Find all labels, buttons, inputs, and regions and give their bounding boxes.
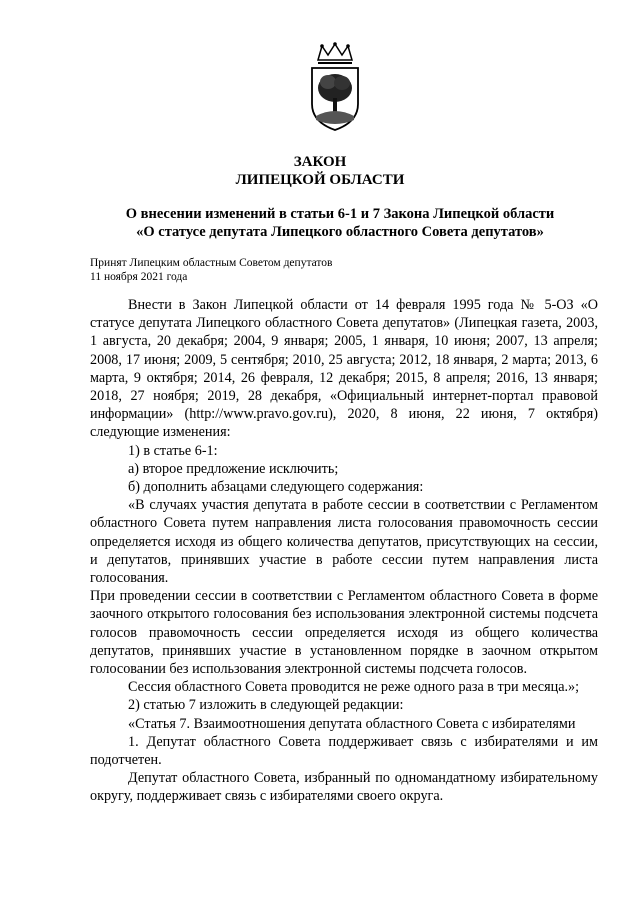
adoption-body: Принят Липецким областным Советом депутатов [90,257,333,269]
law-paragraph: Сессия областного Совета проводится не реже одного раза в три месяца.»; [128,679,580,696]
law-subject [90,206,590,241]
law-paragraph: «Статья 7. Взаимоотношения депутата областного Совета с избирателями [128,715,576,732]
law-paragraph: 1) в статье 6-1: [128,442,218,459]
coat-of-arms-icon [304,42,366,132]
law-subject-line: О внесении изменений в статьи 6-1 и 7 Закона Липецкой области [125,206,555,222]
law-subject-line: «О статусе депутата Липецкого областного Совета депутатов» [136,223,544,240]
issuing-region: ЛИПЕЦКОЙ ОБЛАСТИ [235,172,405,188]
law-paragraph: Внести в Закон Липецкой области от 14 февраля 1995 года № 5-ОЗ «О статусе депутата Липецкого областного Совета депутатов» (Липецкая газета, 2003, 1 августа, 20 декабря; 2004, 9 января; 2005, 1 января, 10 июня; 2007, 13 апреля; 2008, 17 июня; 2009, 5 сентября; 2010, 25 августа; 2012, 18 января, 2 марта; 2013, 6 марта, 9 октября; 2014, 26 февраля, 12 декабря; 2015, 8 апреля; 2016, 13 января; 2018, 27 ноября; 2019, 28 декабря, «Официальный интернет-портал правовой информации» (http://www.pravo.gov.ru), 2020, 8 июня, 22 июня, 7 октября) следующие изменения: [90,297,598,441]
law-paragraph: При проведении сессии в соответствии с Регламентом областного Совета в форме заочного открытого голосования без использования электронной системы подсчета голосов правомочность сессии определяется исходя из общего количества депутатов, принявших участие в установленном порядке в заочном открытом голосовании без использования электронной системы подсчета голосов. [90,588,598,678]
law-paragraph: 1. Депутат областного Совета поддерживает связь с избирателями и им подотчетен. [90,733,598,769]
law-paragraph: б) дополнить абзацами следующего содержания: [128,479,424,496]
law-paragraph: Депутат областного Совета, избранный по одномандатному избирательному округу, поддерживает связь с избирателями своего округа. [90,770,598,805]
document-type: ЗАКОН [293,154,347,170]
adoption-date: 11 ноября 2021 года [90,271,188,283]
law-paragraph: 2) статью 7 изложить в следующей редакции: [128,697,404,714]
law-paragraph: «В случаях участия депутата в работе сессии в соответствии с Регламентом областного Совета путем направления листа голосования правомочность сессии определяется исходя из общего количества депутатов, присутствующих на сессии, и депутатов, принявших участие в работе сессии путем направления листа голосования. [90,497,598,587]
law-text [90,296,598,806]
adoption-note [90,256,332,284]
law-paragraph: а) второе предложение исключить; [128,460,339,477]
